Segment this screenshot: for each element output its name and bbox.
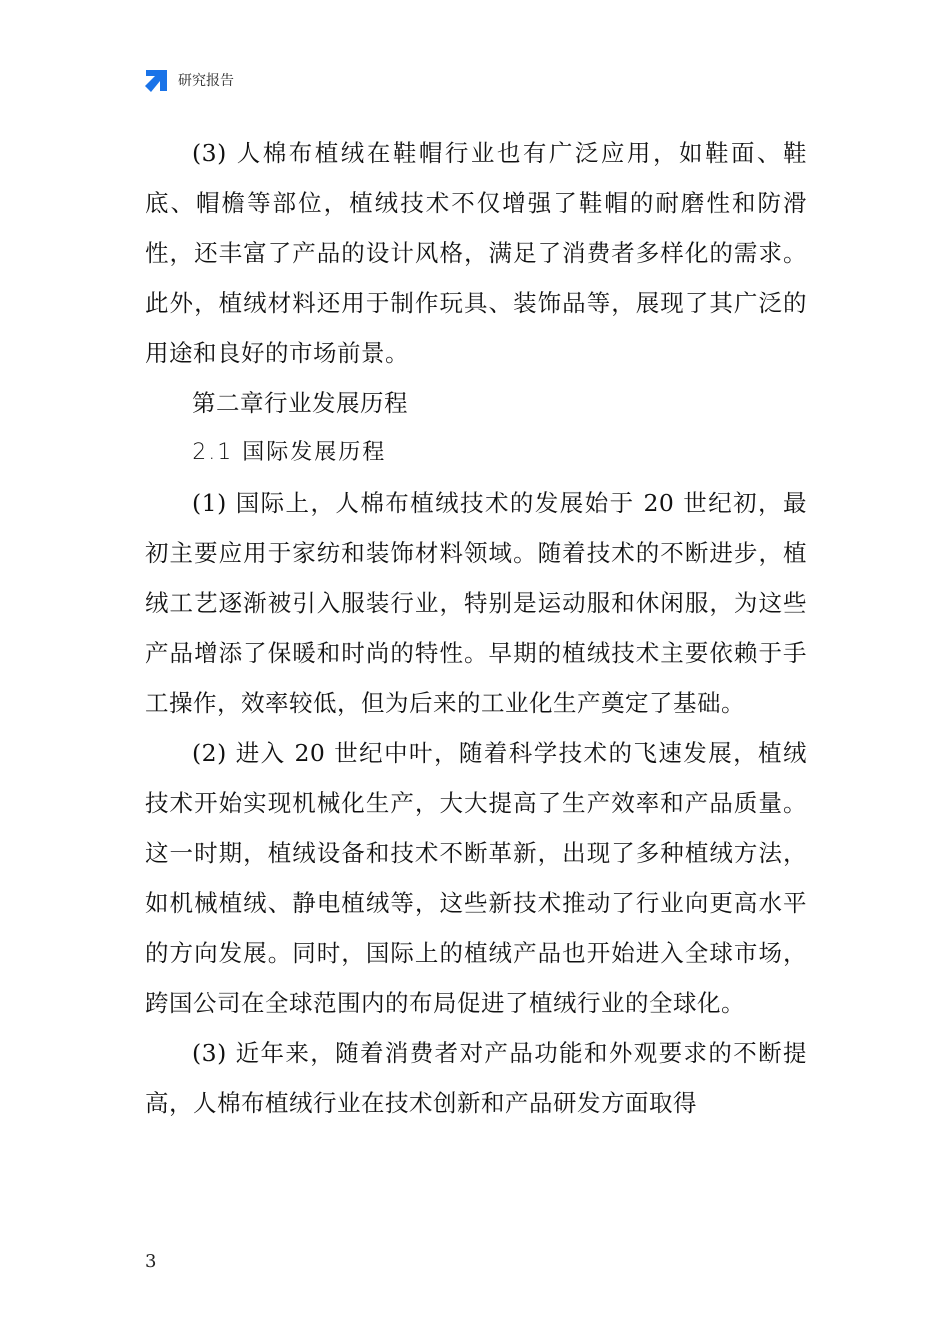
paragraph-international-mid-century: (2) 进入 20 世纪中叶，随着科学技术的飞速发展，植绒技术开始实现机械化生产，大大提高了生产效率和产品质量。这一时期，植绒设备和技术不断革新，出现了多种植绒方法，如机械植绒、静电植绒等，这些新技术推动了行业向更高水平的方向发展。同时，国际上的植绒产品也开始进入全球市场，跨国公司在全球范围内的布局促进了植绒行业的全球化。	[145, 739, 807, 1017]
paragraph-international-early: (1) 国际上，人棉布植绒技术的发展始于 20 世纪初，最初主要应用于家纺和装饰材料领域。随着技术的不断进步，植绒工艺逐渐被引入服装行业，特别是运动服和休闲服，为这些产品增添了保暖和时尚的特性。早期的植绒技术主要依赖于手工操作，效率较低，但为后来的工业化生产奠定了基础。	[145, 489, 807, 717]
header-label: 研究报告	[178, 73, 234, 89]
arrow-up-right-logo-icon	[143, 68, 169, 94]
paragraph-recent-years: (3) 近年来，随着消费者对产品功能和外观要求的不断提高，人棉布植绒行业在技术创新和产品研发方面取得	[145, 1039, 807, 1117]
document-body	[145, 128, 807, 1128]
report-header	[143, 66, 234, 96]
chapter-heading: 第二章行业发展历程	[192, 389, 408, 417]
paragraph-shoes-hats: (3) 人棉布植绒在鞋帽行业也有广泛应用，如鞋面、鞋底、帽檐等部位，植绒技术不仅增强了鞋帽的耐磨性和防滑性，还丰富了产品的设计风格，满足了消费者多样化的需求。此外，植绒材料还用于制作玩具、装饰品等，展现了其广泛的用途和良好的市场前景。	[145, 139, 807, 367]
page-number: 3	[145, 1251, 157, 1272]
section-heading: 2.1 国际发展历程	[192, 440, 387, 465]
